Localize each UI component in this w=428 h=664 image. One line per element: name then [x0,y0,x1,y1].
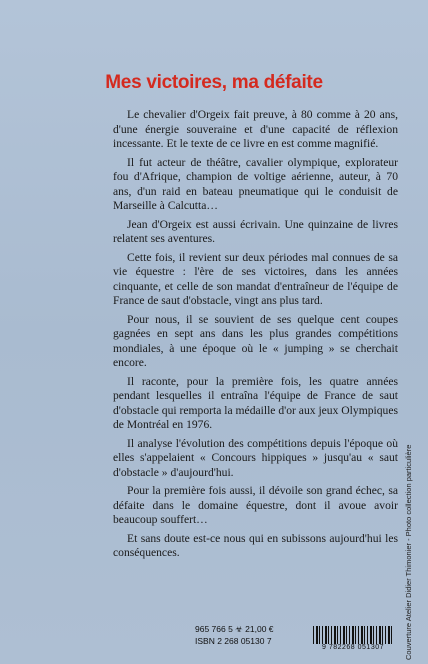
blurb-text [113,108,398,565]
paragraph: Pour nous, il se souvient de ses quelque cent coupes gagnées en sept ans dans les plus grandes compétitions mondiales, à une époque où le « jumping » se cherchait encore. [113,312,398,369]
paragraph: Il raconte, pour la première fois, les quatre années pendant lesquelles il entraîna l'équipe de France de saut d'obstacle qui remporta la médaille d'or aux jeux Olympiques de Montréal en 1976. [113,374,398,431]
paragraph: Et sans doute est-ce nous qui en subissons aujourd'hui les conséquences. [113,531,398,559]
paragraph: Il fut acteur de théâtre, cavalier olympique, explorateur fou d'Afrique, champion de voltige aérienne, auteur, à 70 ans, d'un raid en bateau pneumatique qui le conduisit de Marseille à Calcutta… [113,155,398,212]
paragraph: Cette fois, il revient sur deux périodes mal connues de sa vie équestre : l'ère de ses victoires, dans les années cinquante, et celle de son mandat d'entraîneur de l'équipe de France de saut d'obstacle, vingt ans plus tard. [113,250,398,307]
isbn: ISBN 2 268 05130 7 [195,636,272,646]
book-title: Mes victoires, ma défaite [105,72,323,93]
barcode-block [195,624,395,654]
paragraph: Il analyse l'évolution des compétitions depuis l'époque où elles s'appelaient « Concours hippiques » jusqu'au « saut d'obstacle » d'aujourd'hui. [113,436,398,479]
paragraph: Pour la première fois aussi, il dévoile son grand échec, sa défaite dans le domaine équestre, dont il avoue avoir beaucoup souffert… [113,484,398,526]
cover-credit: Couverture Atelier Didier Thimonier - Photo collection particulière [404,444,413,660]
paragraph: Jean d'Orgeix est aussi écrivain. Une quinzaine de livres relatent ses aventures. [113,217,398,245]
barcode-icon [313,626,393,644]
barcode-number: 9 782268 051307 [322,644,384,651]
price-code: 965 766 5 ☣ 21,00 € [195,624,274,634]
paragraph: Le chevalier d'Orgeix fait preuve, à 80 comme à 20 ans, d'une énergie souveraine et d'une capacité de réflexion incessante. Et le texte de ce livre en est comme magnifié. [113,108,398,150]
